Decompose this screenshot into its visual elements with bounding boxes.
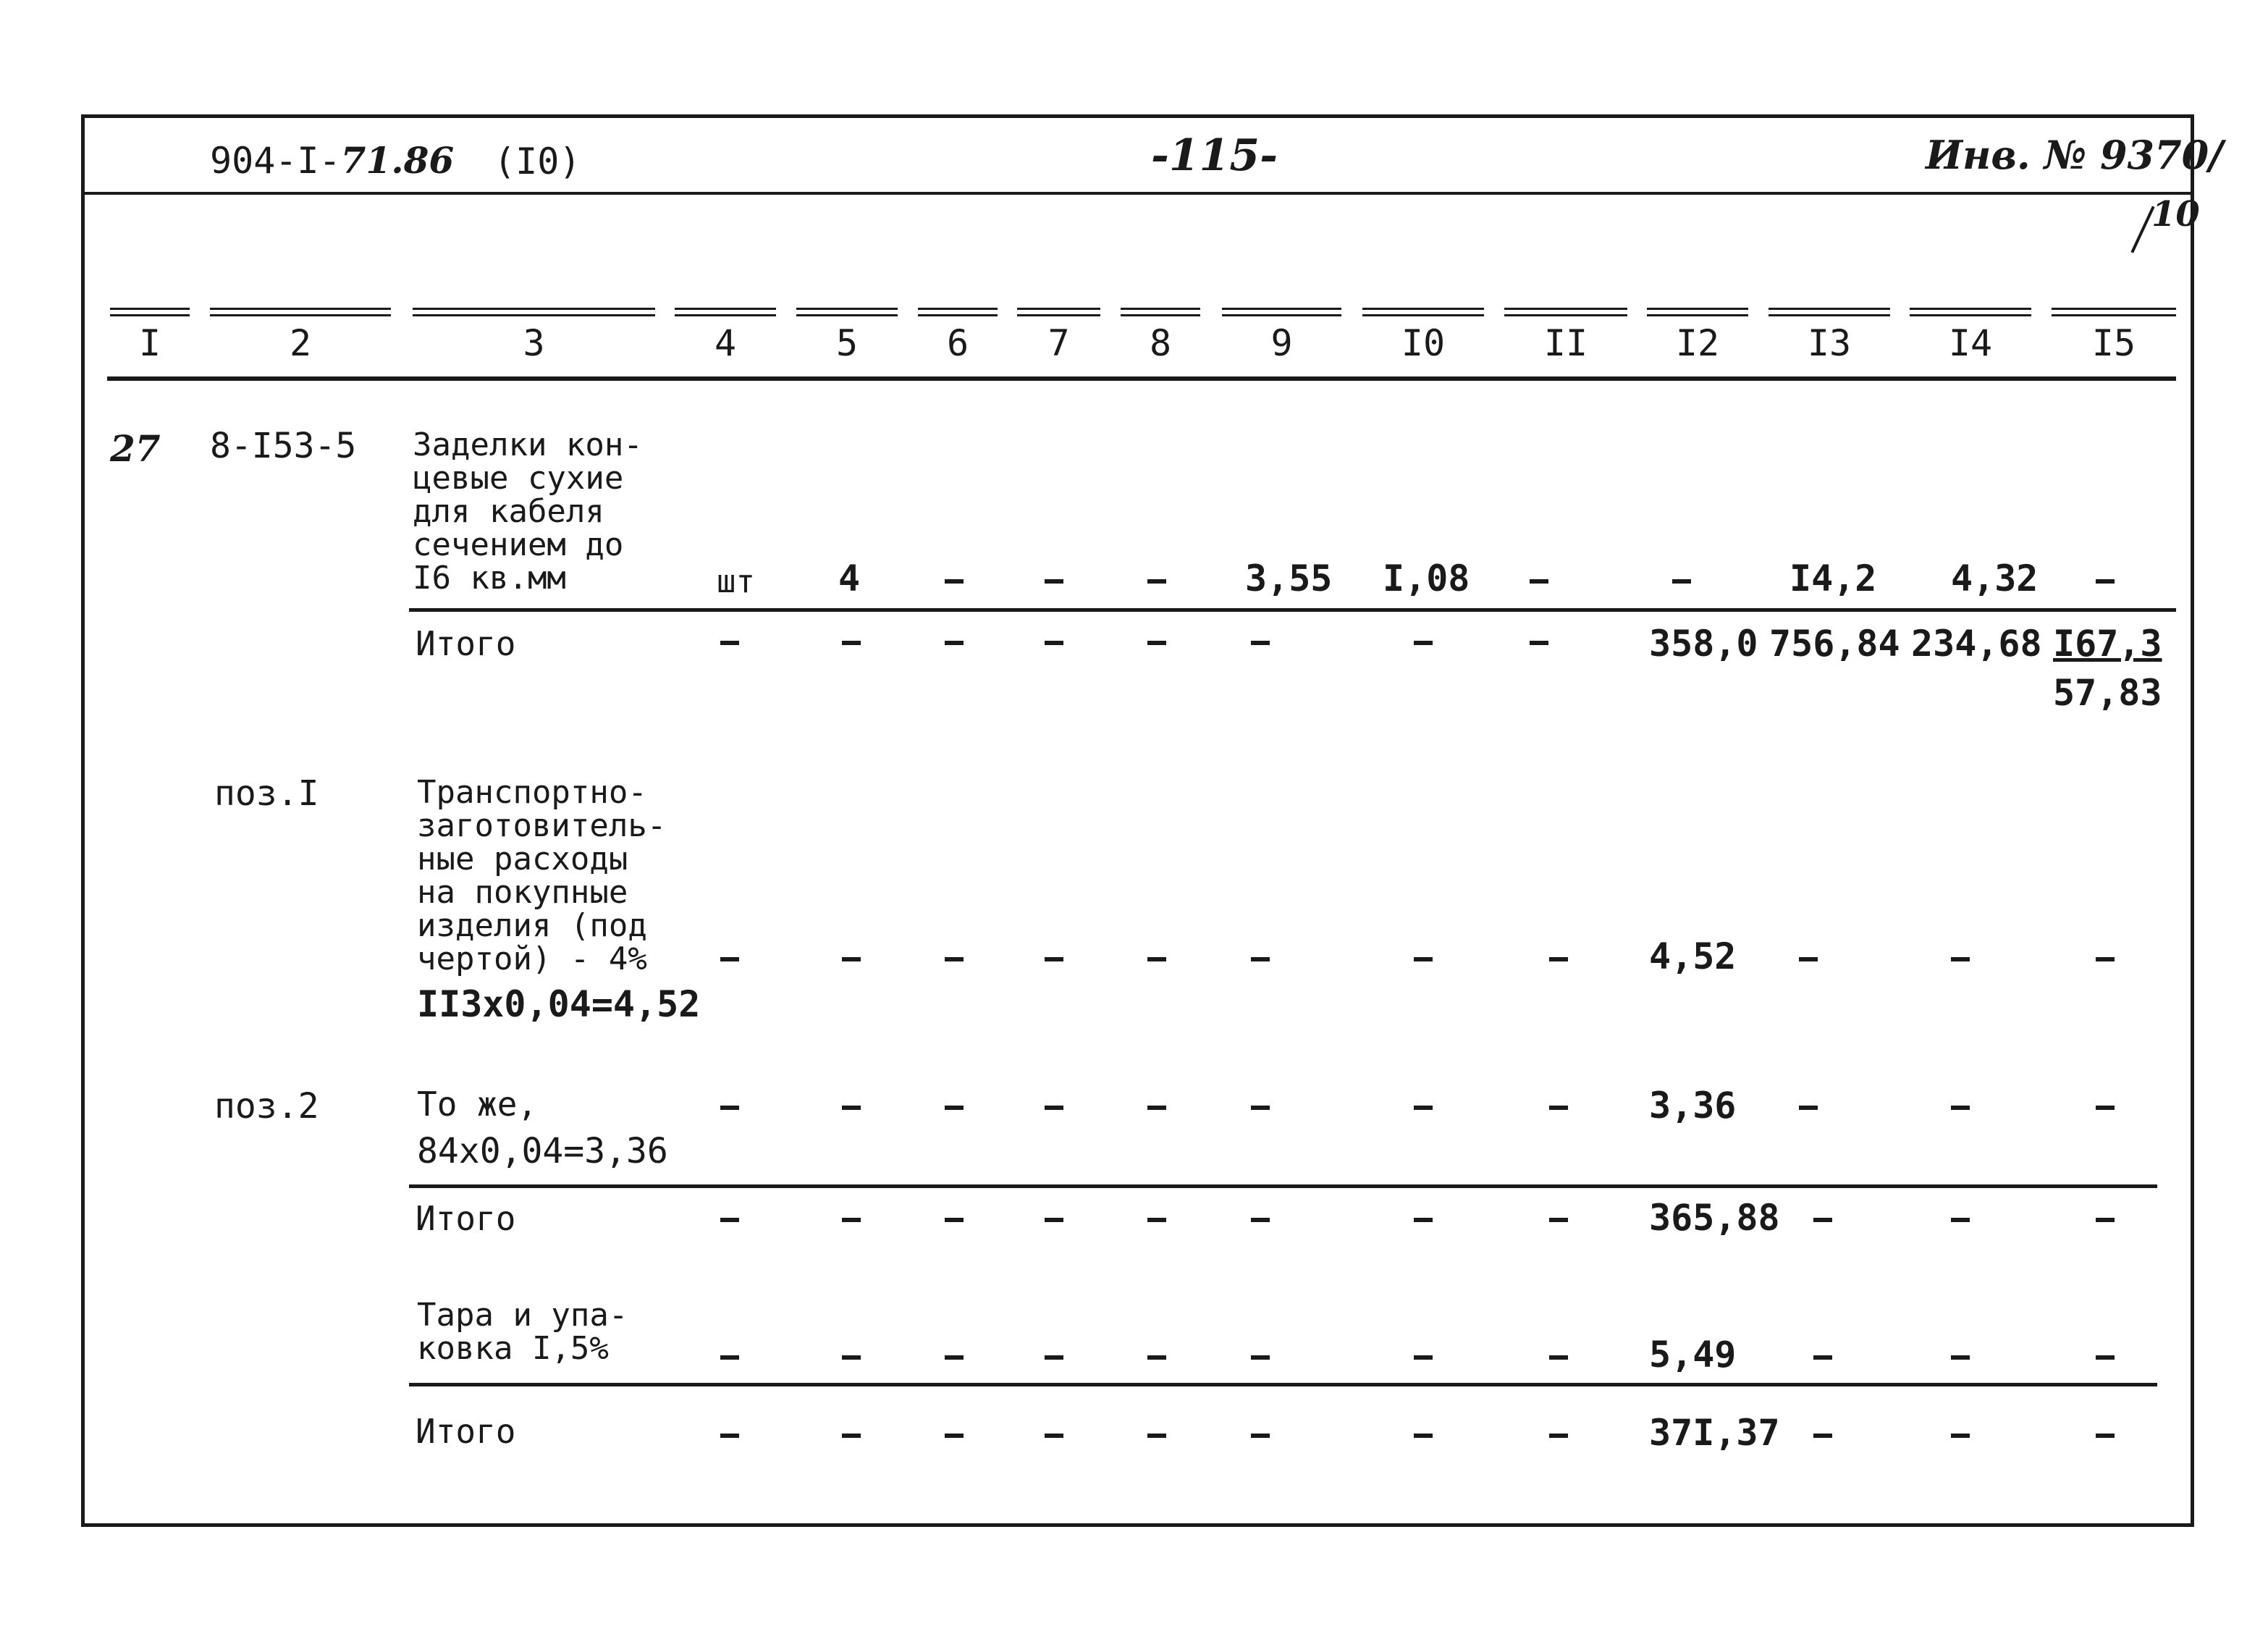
column-rule-14 (1910, 308, 2031, 316)
total-1-col-15-top: I67,3 (2053, 623, 2162, 665)
poz-1-formula: II3x0,04=4,52 (417, 983, 701, 1025)
subtotal-rule-1 (409, 608, 2176, 612)
row-27-description: Заделки кон- цевые сухие для кабеля сечением до I6 кв.мм (413, 426, 643, 597)
poz-2-dash-8 (1147, 1106, 1166, 1110)
header-rule (81, 192, 2194, 195)
column-rule-11 (1504, 308, 1627, 316)
poz-2-code: поз.2 (214, 1086, 319, 1127)
column-rule-1 (110, 308, 190, 316)
total-3-dash-10 (1414, 1434, 1433, 1438)
row-27-dash-8 (1147, 579, 1166, 584)
total-1-col-15-bottom: 57,83 (2053, 672, 2162, 714)
poz-1-dash-11 (1549, 957, 1568, 961)
total-3-dash-4 (720, 1434, 739, 1438)
column-number-6: 6 (946, 322, 969, 364)
column-rule-3 (413, 308, 655, 316)
poz-2-dash-7 (1045, 1106, 1063, 1110)
inventory-sub-number: 10 (2151, 194, 2200, 235)
total-2-label: Итого (416, 1199, 516, 1238)
total-3-dash-11 (1549, 1434, 1568, 1438)
column-number-9: 9 (1270, 322, 1293, 364)
total-2-dash-13 (1813, 1218, 1832, 1222)
total-2-dash-11 (1549, 1218, 1568, 1222)
column-rule-6 (918, 308, 998, 316)
column-number-14: I4 (1948, 322, 1993, 364)
total-1-dash-6 (945, 641, 964, 645)
total-2-dash-14 (1951, 1218, 1970, 1222)
row-27-col-13: I4,2 (1789, 557, 1877, 599)
tara-dash-6 (945, 1355, 964, 1360)
poz-2-dash-5 (842, 1106, 861, 1110)
total-1-dash-7 (1045, 641, 1063, 645)
column-rule-2 (210, 308, 391, 316)
page-number: -115- (1151, 130, 1278, 181)
total-1-col-14: 234,68 (1911, 623, 2042, 665)
total-3-dash-7 (1045, 1434, 1063, 1438)
row-27-dash-15 (2096, 579, 2115, 584)
column-rule-8 (1121, 308, 1200, 316)
row-27-col-9: 3,55 (1245, 557, 1333, 599)
tara-dash-4 (720, 1355, 739, 1360)
column-rule-12 (1647, 308, 1748, 316)
total-1-dash-5 (842, 641, 861, 645)
tara-dash-13 (1813, 1355, 1832, 1360)
total-2-dash-8 (1147, 1218, 1166, 1222)
column-rule-9 (1222, 308, 1341, 316)
row-27-dash-6 (945, 579, 964, 584)
total-3-dash-14 (1951, 1434, 1970, 1438)
tara-dash-9 (1251, 1355, 1270, 1360)
table-header-rule (107, 376, 2176, 381)
total-1-dash-4 (720, 641, 739, 645)
total-2-dash-6 (945, 1218, 964, 1222)
row-27-dash-11 (1530, 579, 1548, 584)
total-2-dash-7 (1045, 1218, 1063, 1222)
poz-2-dash-11 (1549, 1106, 1568, 1110)
total-1-dash-11 (1530, 641, 1548, 645)
subtotal-rule-3 (409, 1383, 2157, 1386)
total-2-dash-5 (842, 1218, 861, 1222)
row-27-dash-12 (1672, 579, 1691, 584)
poz-1-dash-14 (1951, 957, 1970, 961)
column-number-8: 8 (1149, 322, 1172, 364)
column-number-5: 5 (835, 322, 859, 364)
tara-dash-7 (1045, 1355, 1063, 1360)
column-rule-15 (2052, 308, 2176, 316)
column-rule-4 (675, 308, 776, 316)
total-3-dash-8 (1147, 1434, 1166, 1438)
poz-1-dash-9 (1251, 957, 1270, 961)
poz-2-dash-10 (1414, 1106, 1433, 1110)
poz-2-dash-13 (1799, 1106, 1818, 1110)
document-code-printed: 904-I- (210, 140, 341, 182)
poz-2-dash-9 (1251, 1106, 1270, 1110)
total-2-col-12: 365,88 (1649, 1197, 1780, 1239)
poz-1-dash-15 (2096, 957, 2115, 961)
row-27-unit: шт (717, 563, 755, 600)
total-2-dash-9 (1251, 1218, 1270, 1222)
column-number-2: 2 (289, 322, 312, 364)
poz-2-description: То же, (417, 1085, 538, 1124)
poz-2-formula: 84x0,04=3,36 (417, 1131, 668, 1171)
subtotal-rule-2 (409, 1184, 2157, 1188)
column-number-1: I (138, 322, 161, 364)
inventory-number: Инв. № 9370/ (1926, 132, 2223, 178)
total-3-dash-6 (945, 1434, 964, 1438)
tara-dash-14 (1951, 1355, 1970, 1360)
tara-dash-15 (2096, 1355, 2115, 1360)
tara-col-12: 5,49 (1649, 1334, 1737, 1376)
poz-1-dash-13 (1799, 957, 1818, 961)
poz-1-code: поз.I (214, 773, 319, 814)
poz-2-dash-6 (945, 1106, 964, 1110)
section-number: (I0) (494, 140, 581, 182)
row-27-col-10: I,08 (1383, 557, 1470, 599)
poz-1-description: Транспортно- заготовитель- ные расходы на покупные изделия (под чертой) - 4% (417, 774, 667, 977)
total-1-label: Итого (416, 624, 516, 663)
total-1-dash-8 (1147, 641, 1166, 645)
column-rule-5 (796, 308, 898, 316)
tara-dash-8 (1147, 1355, 1166, 1360)
tara-description: Тара и упа- ковка I,5% (417, 1297, 628, 1367)
frame-bottom-border (81, 1523, 2194, 1527)
total-3-dash-13 (1813, 1434, 1832, 1438)
row-27-quantity: 4 (838, 557, 861, 599)
total-3-dash-9 (1251, 1434, 1270, 1438)
column-number-7: 7 (1047, 322, 1070, 364)
column-rule-7 (1017, 308, 1100, 316)
document-code-handwritten: 71.86 (340, 139, 455, 182)
column-rule-10 (1362, 308, 1484, 316)
poz-1-dash-4 (720, 957, 739, 961)
poz-2-col-12: 3,36 (1649, 1085, 1737, 1127)
total-3-dash-15 (2096, 1434, 2115, 1438)
total-2-dash-4 (720, 1218, 739, 1222)
poz-1-col-12: 4,52 (1649, 935, 1737, 977)
total-3-col-12: 37I,37 (1649, 1412, 1780, 1454)
column-number-4: 4 (714, 322, 737, 364)
poz-2-dash-14 (1951, 1106, 1970, 1110)
total-2-dash-10 (1414, 1218, 1433, 1222)
row-27-position: 27 (110, 427, 161, 470)
column-number-10: I0 (1401, 322, 1446, 364)
total-3-label: Итого (416, 1412, 516, 1451)
tara-dash-10 (1414, 1355, 1433, 1360)
total-1-dash-10 (1414, 641, 1433, 645)
document-code (210, 139, 454, 182)
row-27-dash-7 (1045, 579, 1063, 584)
column-number-3: 3 (523, 322, 545, 364)
total-3-dash-5 (842, 1434, 861, 1438)
poz-1-dash-10 (1414, 957, 1433, 961)
row-27-col-14: 4,32 (1951, 557, 2039, 599)
poz-1-dash-5 (842, 957, 861, 961)
tara-dash-5 (842, 1355, 861, 1360)
column-number-12: I2 (1675, 322, 1720, 364)
poz-1-dash-7 (1045, 957, 1063, 961)
total-1-col-13: 756,84 (1769, 623, 1900, 665)
total-1-col-12: 358,0 (1649, 623, 1758, 665)
total-2-dash-15 (2096, 1218, 2115, 1222)
frame-top-border (81, 114, 2194, 118)
frame-right-border (2191, 114, 2194, 1526)
poz-2-dash-15 (2096, 1106, 2115, 1110)
total-1-dash-9 (1251, 641, 1270, 645)
column-number-13: I3 (1807, 322, 1852, 364)
poz-1-dash-6 (945, 957, 964, 961)
tara-dash-11 (1549, 1355, 1568, 1360)
column-rule-13 (1769, 308, 1890, 316)
poz-2-dash-4 (720, 1106, 739, 1110)
frame-left-border (81, 114, 85, 1526)
poz-1-dash-8 (1147, 957, 1166, 961)
column-number-11: II (1543, 322, 1588, 364)
row-27-code: 8-I53-5 (210, 426, 357, 466)
column-number-15: I5 (2091, 322, 2136, 364)
